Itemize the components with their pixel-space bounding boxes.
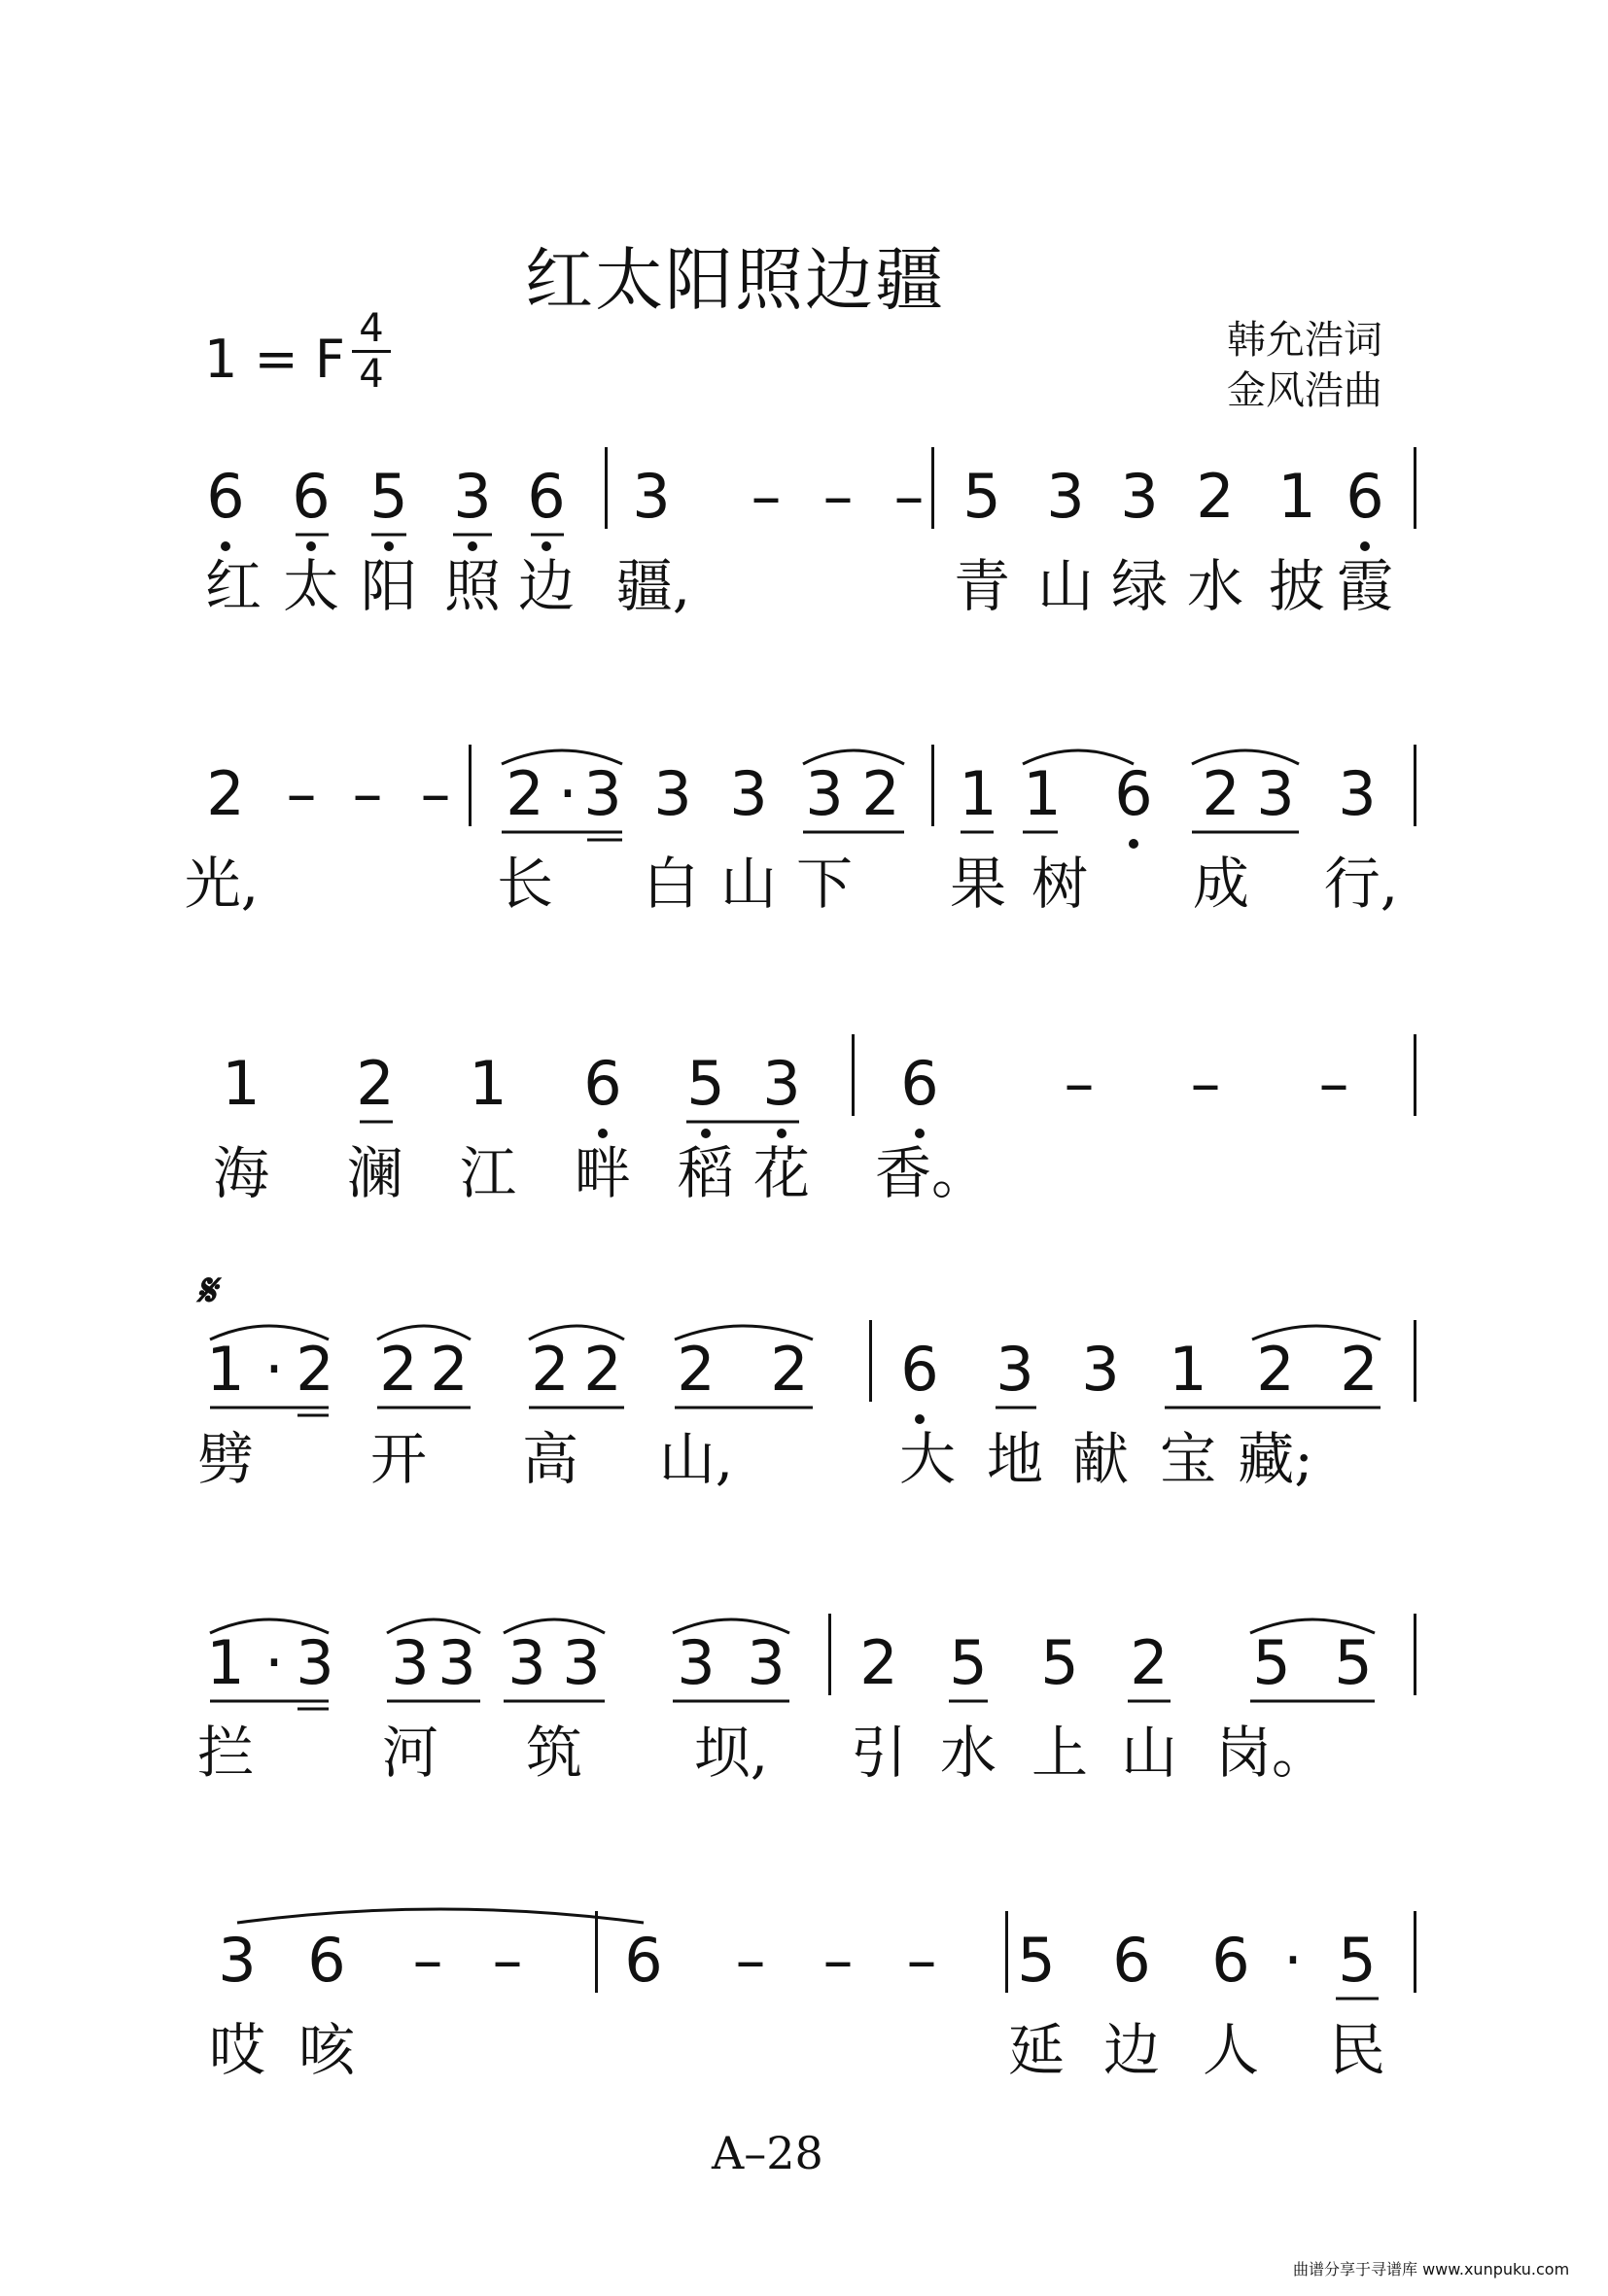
note: 1 bbox=[1169, 1334, 1207, 1405]
note: 3 bbox=[747, 1627, 786, 1698]
note: 6 bbox=[1211, 1925, 1250, 1996]
note: 6 bbox=[583, 1048, 622, 1119]
slur bbox=[502, 750, 622, 764]
note: 2 bbox=[770, 1334, 809, 1405]
lyric-syllable: 阳 bbox=[360, 553, 418, 619]
lyric-syllable: 海 bbox=[212, 1140, 270, 1206]
slur bbox=[1250, 1619, 1375, 1633]
slur bbox=[675, 1326, 813, 1339]
note: – bbox=[1318, 1048, 1349, 1119]
time-signature-bottom: 4 bbox=[359, 352, 384, 397]
lyric-syllable: 宝 bbox=[1159, 1426, 1217, 1492]
lyric-syllable: 披 bbox=[1268, 553, 1326, 619]
note: 1 bbox=[1023, 758, 1062, 829]
lyric-syllable: 边 bbox=[1102, 2017, 1161, 2083]
note: 3 bbox=[1046, 461, 1085, 532]
note: 3 bbox=[562, 1627, 601, 1698]
lyric-syllable: 地 bbox=[986, 1426, 1044, 1492]
note: 5 bbox=[1334, 1627, 1373, 1698]
note: – bbox=[352, 758, 383, 829]
lyric-syllable: 照 bbox=[443, 553, 502, 619]
note: 2 bbox=[430, 1334, 469, 1405]
note: 3 bbox=[583, 758, 622, 829]
low-octave-dot bbox=[915, 1414, 925, 1424]
note: 2 bbox=[1340, 1334, 1379, 1405]
low-octave-dot bbox=[221, 541, 230, 551]
lyric-syllable: 山 bbox=[719, 851, 778, 917]
low-octave-dot bbox=[915, 1129, 925, 1138]
note: 1 bbox=[206, 1627, 245, 1698]
note: – bbox=[751, 461, 782, 532]
lyric-syllable: 人 bbox=[1202, 2017, 1260, 2083]
song-title: 红太阳照边疆 bbox=[525, 240, 945, 320]
lyric-syllable: 下 bbox=[795, 851, 854, 917]
note: – bbox=[1190, 1048, 1221, 1119]
low-octave-dot bbox=[701, 1129, 711, 1138]
note: 3 bbox=[1120, 461, 1159, 532]
lyric-syllable: 开 bbox=[369, 1426, 428, 1492]
lyric-syllable: 筑 bbox=[525, 1720, 583, 1786]
note: 3 bbox=[677, 1627, 716, 1698]
lyric-syllable: 延 bbox=[1007, 2017, 1066, 2083]
footer-credit: 曲谱分享于寻谱库 www.xunpuku.com bbox=[1293, 2260, 1570, 2279]
note: 2 bbox=[677, 1334, 716, 1405]
lyric-syllable: 绿 bbox=[1110, 553, 1169, 619]
note: 2 bbox=[859, 1627, 898, 1698]
lyric-syllable: 行, bbox=[1323, 851, 1399, 917]
lyric-syllable: 咳 bbox=[297, 2017, 356, 2083]
slur bbox=[210, 1619, 329, 1633]
low-octave-dot bbox=[598, 1129, 608, 1138]
time-signature-top: 4 bbox=[359, 306, 384, 351]
lyric-syllable: 稻 bbox=[677, 1140, 735, 1206]
lyric-syllable: 花 bbox=[752, 1140, 811, 1206]
note: 5 bbox=[949, 1627, 988, 1698]
lyric-syllable: 劈 bbox=[196, 1426, 255, 1492]
lyric-syllable: 上 bbox=[1031, 1720, 1089, 1786]
page-number: A–28 bbox=[712, 2127, 823, 2179]
note: 5 bbox=[962, 461, 1001, 532]
note: 3 bbox=[632, 461, 671, 532]
note: 6 bbox=[527, 461, 566, 532]
note: 1 bbox=[222, 1048, 261, 1119]
lyric-syllable: 香。 bbox=[874, 1140, 989, 1206]
note: 3 bbox=[437, 1627, 476, 1698]
note: 1 bbox=[959, 758, 997, 829]
slur bbox=[1252, 1326, 1381, 1339]
note: 6 bbox=[624, 1925, 663, 1996]
lyric-syllable: 太 bbox=[282, 553, 340, 619]
lyric-syllable: 红 bbox=[204, 553, 262, 619]
note: – bbox=[1064, 1048, 1095, 1119]
note: 2 bbox=[1202, 758, 1241, 829]
low-octave-dot bbox=[384, 541, 394, 551]
note: 2 bbox=[531, 1334, 570, 1405]
lyric-syllable: 树 bbox=[1031, 851, 1089, 917]
note: 6 bbox=[307, 1925, 346, 1996]
note: 3 bbox=[218, 1925, 257, 1996]
note: 2 bbox=[356, 1048, 395, 1119]
lyric-syllable: 山, bbox=[658, 1426, 734, 1492]
lyric-syllable: 藏; bbox=[1238, 1426, 1313, 1492]
note: 1 bbox=[1277, 461, 1316, 532]
note: 2 bbox=[1256, 1334, 1295, 1405]
lyric-syllable: 哎 bbox=[208, 2017, 266, 2083]
lyric-syllable: 白 bbox=[642, 851, 700, 917]
low-octave-dot bbox=[777, 1129, 787, 1138]
lyric-syllable: 水 bbox=[1186, 553, 1244, 619]
note: 3 bbox=[653, 758, 692, 829]
lyric-syllable: 引 bbox=[850, 1720, 908, 1786]
note: 6 bbox=[1346, 461, 1384, 532]
lyric-syllable: 霞 bbox=[1336, 553, 1394, 619]
note: 5 bbox=[686, 1048, 725, 1119]
note: 2 bbox=[1130, 1627, 1169, 1698]
note: 6 bbox=[1112, 1925, 1151, 1996]
note: – bbox=[492, 1925, 523, 1996]
note: 3 bbox=[1081, 1334, 1120, 1405]
lyric-syllable: 水 bbox=[939, 1720, 997, 1786]
slur bbox=[803, 750, 904, 764]
note: 2 bbox=[206, 758, 245, 829]
lyric-syllable: 成 bbox=[1192, 851, 1250, 917]
slur bbox=[237, 1909, 644, 1923]
lyric-syllable: 江 bbox=[459, 1140, 517, 1206]
note: 6 bbox=[900, 1048, 939, 1119]
note: 3 bbox=[296, 1627, 334, 1698]
low-octave-dot bbox=[468, 541, 477, 551]
key-signature: 1 = F bbox=[204, 329, 345, 390]
note: · bbox=[264, 1334, 284, 1405]
note: 1 bbox=[469, 1048, 507, 1119]
lyric-syllable: 大 bbox=[898, 1426, 957, 1492]
note: · bbox=[1283, 1925, 1303, 1996]
note: 6 bbox=[292, 461, 331, 532]
note: 2 bbox=[506, 758, 544, 829]
note: 5 bbox=[1040, 1627, 1079, 1698]
note: 5 bbox=[1338, 1925, 1377, 1996]
slur bbox=[673, 1619, 789, 1633]
low-octave-dot bbox=[306, 541, 316, 551]
lyric-syllable: 疆, bbox=[615, 553, 691, 619]
lyricist-credit: 韩允浩词 bbox=[1227, 318, 1382, 363]
low-octave-dot bbox=[1360, 541, 1370, 551]
low-octave-dot bbox=[542, 541, 551, 551]
lyric-syllable: 光, bbox=[184, 851, 260, 917]
note: 3 bbox=[996, 1334, 1034, 1405]
note: 3 bbox=[453, 461, 492, 532]
note: – bbox=[822, 1925, 854, 1996]
slur bbox=[529, 1326, 624, 1339]
note: 3 bbox=[391, 1627, 430, 1698]
lyric-syllable: 高 bbox=[521, 1426, 579, 1492]
lyric-syllable: 长 bbox=[496, 851, 554, 917]
lyric-syllable: 澜 bbox=[346, 1140, 404, 1206]
lyric-syllable: 山 bbox=[1120, 1720, 1178, 1786]
note: – bbox=[822, 461, 854, 532]
lyric-syllable: 果 bbox=[949, 851, 1007, 917]
note: 6 bbox=[900, 1334, 939, 1405]
segno-sign: 𝄋 bbox=[196, 1264, 216, 1316]
low-octave-dot bbox=[1129, 839, 1138, 849]
note: – bbox=[420, 758, 451, 829]
note: · bbox=[264, 1627, 284, 1698]
note: 2 bbox=[583, 1334, 622, 1405]
lyric-syllable: 畔 bbox=[574, 1140, 632, 1206]
lyric-syllable: 河 bbox=[381, 1720, 439, 1786]
note: 6 bbox=[1114, 758, 1153, 829]
note: – bbox=[412, 1925, 443, 1996]
note: 3 bbox=[1338, 758, 1377, 829]
slur bbox=[387, 1619, 480, 1633]
note: – bbox=[906, 1925, 937, 1996]
lyric-syllable: 献 bbox=[1071, 1426, 1130, 1492]
lyric-syllable: 青 bbox=[953, 553, 1011, 619]
note: 3 bbox=[507, 1627, 546, 1698]
slur bbox=[1192, 750, 1299, 764]
lyric-syllable: 岗。 bbox=[1214, 1720, 1329, 1786]
note: 3 bbox=[729, 758, 768, 829]
note: 1 bbox=[206, 1334, 245, 1405]
note: 2 bbox=[861, 758, 900, 829]
note: – bbox=[893, 461, 925, 532]
composer-credit: 金风浩曲 bbox=[1227, 368, 1382, 413]
note: – bbox=[286, 758, 317, 829]
slur bbox=[1023, 750, 1134, 764]
note: 5 bbox=[369, 461, 408, 532]
note: 3 bbox=[1256, 758, 1295, 829]
lyric-syllable: 坝, bbox=[693, 1720, 769, 1786]
note: 2 bbox=[296, 1334, 334, 1405]
lyric-syllable: 山 bbox=[1036, 553, 1095, 619]
note: 3 bbox=[805, 758, 844, 829]
lyric-syllable: 拦 bbox=[196, 1720, 255, 1786]
note: 2 bbox=[1196, 461, 1235, 532]
note: 6 bbox=[206, 461, 245, 532]
note: – bbox=[735, 1925, 766, 1996]
slur bbox=[504, 1619, 605, 1633]
lyric-syllable: 民 bbox=[1328, 2017, 1386, 2083]
note: · bbox=[558, 758, 577, 829]
slur bbox=[377, 1326, 471, 1339]
note: 3 bbox=[762, 1048, 801, 1119]
note: 5 bbox=[1252, 1627, 1291, 1698]
note: 2 bbox=[379, 1334, 418, 1405]
slur bbox=[210, 1326, 329, 1339]
lyric-syllable: 边 bbox=[517, 553, 576, 619]
note: 5 bbox=[1017, 1925, 1056, 1996]
